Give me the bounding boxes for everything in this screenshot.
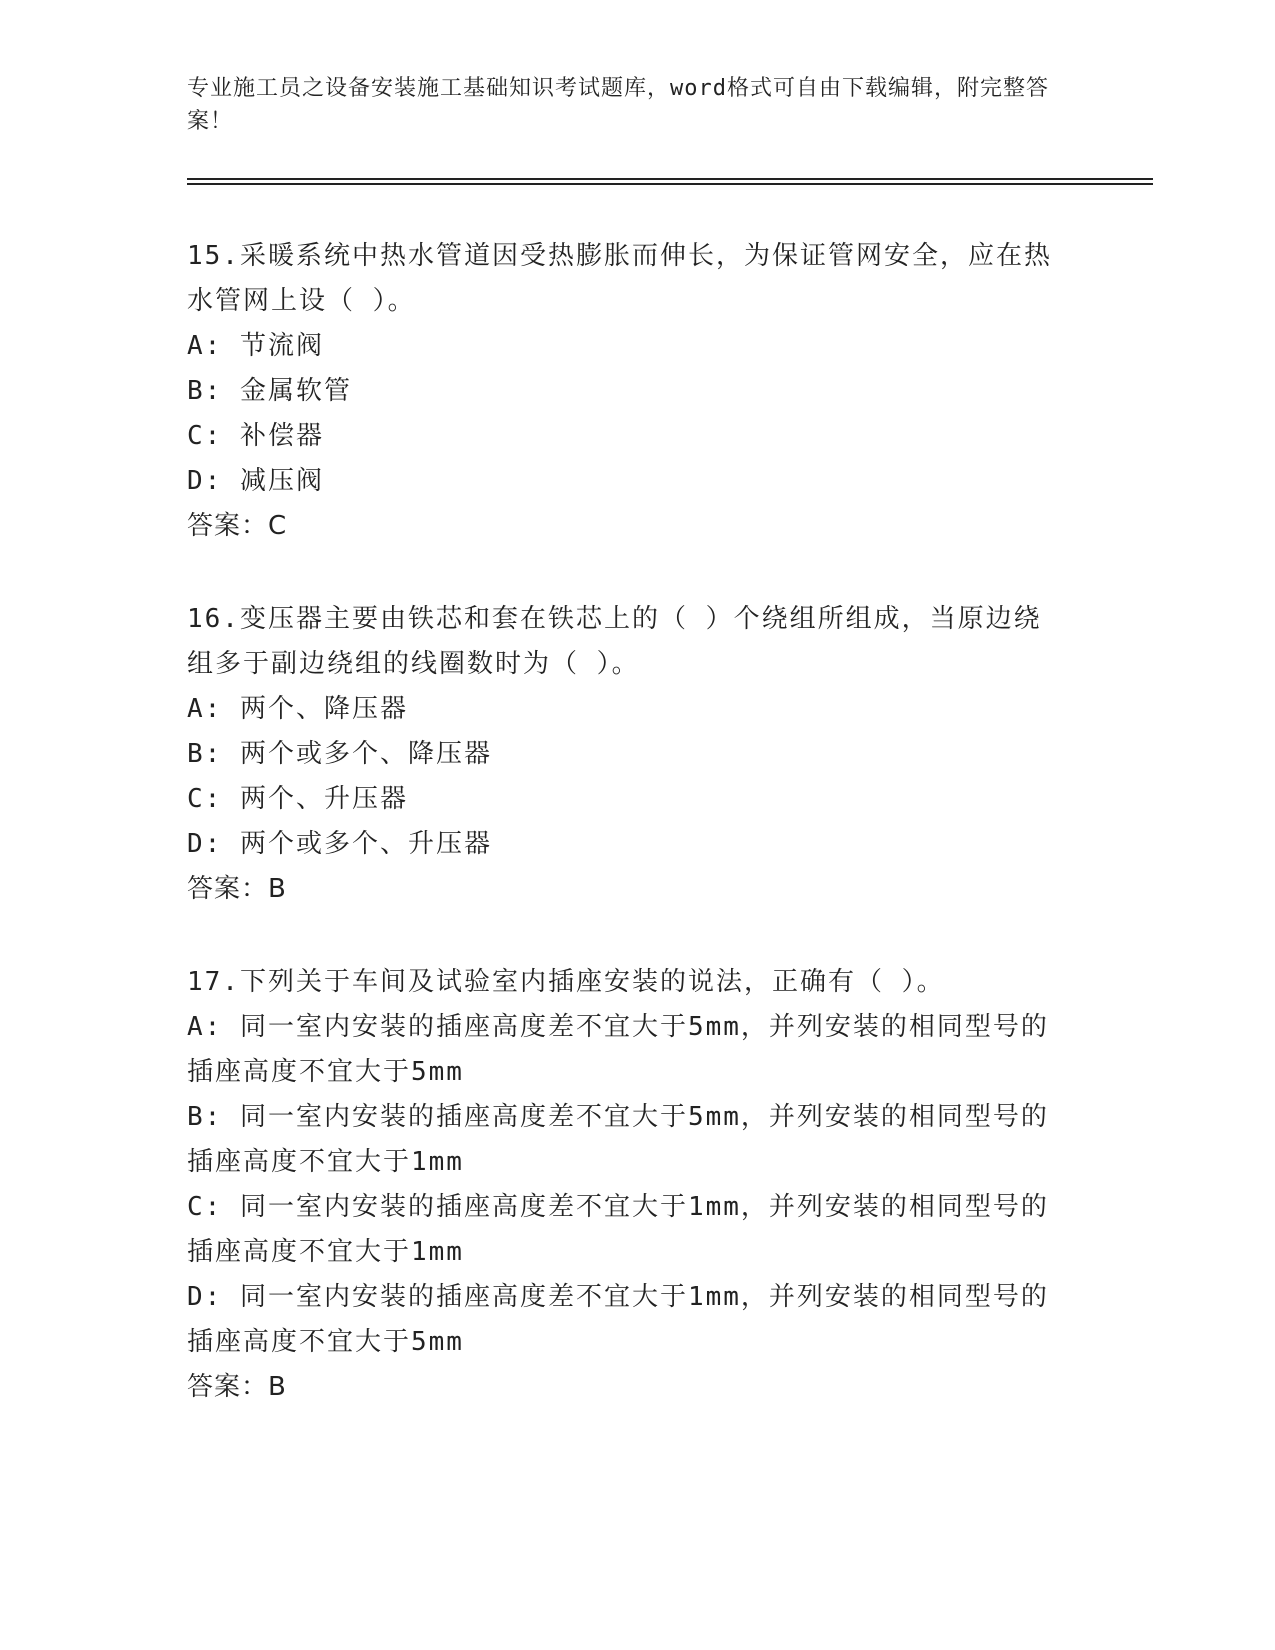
answer: 答案：B <box>187 874 287 904</box>
option-c: C: 同一室内安装的插座高度差不宜大于1mm，并列安装的相同型号的插座高度不宜大于1mm <box>187 1192 1049 1267</box>
header-divider-bottom <box>187 183 1153 185</box>
option-d: D: 同一室内安装的插座高度差不宜大于1mm，并列安装的相同型号的插座高度不宜大于5mm <box>187 1282 1049 1357</box>
option-a: A: 同一室内安装的插座高度差不宜大于5mm，并列安装的相同型号的插座高度不宜大于5mm <box>187 1012 1049 1087</box>
option-b: B: 同一室内安装的插座高度差不宜大于5mm，并列安装的相同型号的插座高度不宜大于1mm <box>187 1102 1049 1177</box>
answer: 答案：C <box>187 511 288 541</box>
question-16 <box>187 597 1067 912</box>
option-d: D: 两个或多个、升压器 <box>187 829 492 859</box>
question-stem: 17.下列关于车间及试验室内插座安装的说法，正确有（ ）。 <box>187 967 945 997</box>
option-b: B: 两个或多个、降压器 <box>187 739 492 769</box>
option-c: C: 两个、升压器 <box>187 784 408 814</box>
option-b: B: 金属软管 <box>187 376 352 406</box>
option-c: C: 补偿器 <box>187 421 324 451</box>
option-a: A: 节流阀 <box>187 331 324 361</box>
question-17 <box>187 960 1067 1410</box>
option-a: A: 两个、降压器 <box>187 694 408 724</box>
question-15 <box>187 234 1067 549</box>
option-d: D: 减压阀 <box>187 466 324 496</box>
header-divider-top <box>187 178 1153 180</box>
question-stem: 16.变压器主要由铁芯和套在铁芯上的（ ）个绕组所组成，当原边绕组多于副边绕组的线圈数时为（ ）。 <box>187 604 1042 679</box>
question-stem: 15.采暖系统中热水管道因受热膨胀而伸长，为保证管网安全，应在热水管网上设（ ）。 <box>187 241 1052 316</box>
document-header: 专业施工员之设备安装施工基础知识考试题库，word格式可自由下载编辑，附完整答案！ <box>187 76 1049 134</box>
answer: 答案：B <box>187 1372 287 1402</box>
